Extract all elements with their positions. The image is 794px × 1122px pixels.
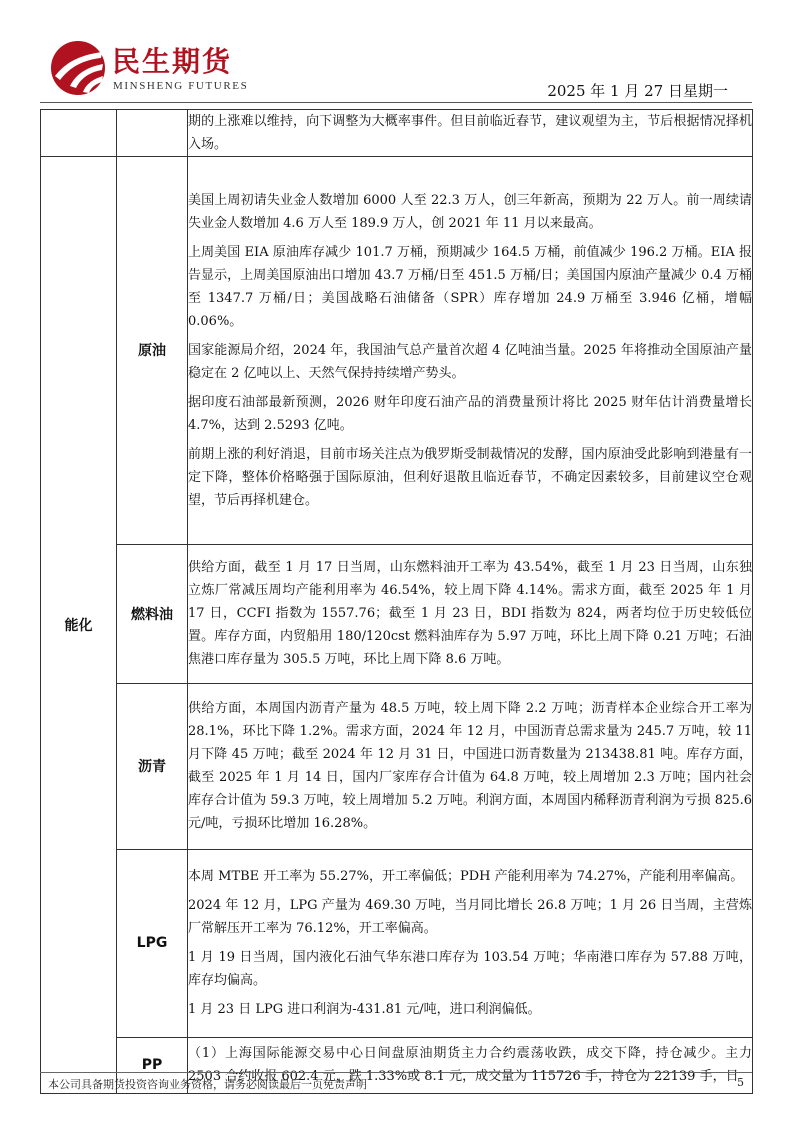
logo-english-text: MINSHENG FUTURES [113, 80, 249, 92]
logo-chinese-text: 民生期货 [112, 45, 233, 78]
product-label-fuel-oil: 燃料油 [117, 544, 188, 683]
asphalt-paragraph: 供给方面，本周国内沥青产量为 48.5 万吨，较上周下降 2.2 万吨；沥青样本企业综合开工率为 28.1%，环比下降 1.2%。需求方面，2024 年 12 月，中国沥青总需求量为 245.7 万吨，较 11 月下降 45 万吨；截至 2024 年 12 月 31 日，中国进口沥青数量为 213438.81 吨。库存方面，截至 2025 年 1 月 14 日，国内厂家库存合计值为 64.8 万吨，较上周增加 2.3 万吨；国内社会库存合计值为 59.3 万吨，较上周增加 5.2 万吨。利润方面，本周国内稀释沥青利润为亏损 825.6 元/吨，亏损环比增加 16.28%。 [188, 701, 752, 832]
section-label: 能化 [41, 157, 117, 1094]
footer-divider [40, 1072, 752, 1073]
empty-section-cell [41, 110, 117, 157]
product-label-lpg: LPG [117, 849, 188, 1037]
product-label-pp: PP [117, 1037, 188, 1093]
footer-disclaimer: 本公司具备期货投资咨询业务资格，请务必阅读最后一页免责声明 [48, 1078, 367, 1091]
fuel-oil-commentary-cell [188, 544, 753, 683]
crude-commentary-cell [188, 157, 753, 545]
lpg-paragraph: 1 月 23 日 LPG 进口利润为-431.81 元/吨，进口利润偏低。 [188, 1002, 541, 1018]
lpg-paragraph: 1 月 19 日当周，国内液化石油气华东港口库存为 103.54 万吨；华南港口库存为 57.88 万吨，库存均偏高。 [188, 950, 752, 989]
header-divider [40, 102, 752, 103]
table-row [41, 157, 753, 545]
lpg-commentary-cell [188, 849, 753, 1037]
asphalt-commentary-cell [188, 683, 753, 849]
report-date: 2025 年 1 月 27 日星期一 [547, 82, 728, 100]
empty-product-cell [117, 110, 188, 157]
pp-paragraph: （1）上海国际能源交易中心日间盘原油期货主力合约震荡收跌，成交下降，持仓减少。主力 2503 合约收报 602.4 元，跌 1.33%或 8.1 元，成交量为 115726 手，持仓为 22139 手，日 [188, 1046, 752, 1085]
table-row [41, 544, 753, 683]
crude-paragraph: 国家能源局介绍，2024 年，我国油气总产量首次超 4 亿吨油当量。2025 年将推动全国原油产量稳定在 2 亿吨以上、天然气保持持续增产势头。 [188, 342, 752, 381]
table-row [41, 683, 753, 849]
crude-paragraph: 据印度石油部最新预测，2026 财年印度石油产品的消费量预计将比 2025 财年估计消费量增长 4.7%，达到 2.5293 亿吨。 [188, 394, 752, 433]
lpg-paragraph: 本周 MTBE 开工率为 55.27%，开工率偏低；PDH 产能利用率为 74.27%，产能利用率偏高。 [188, 869, 744, 885]
page-number: 5 [737, 1076, 744, 1089]
lpg-paragraph: 2024 年 12 月，LPG 产量为 469.30 万吨，当月同比增长 26.8 万吨；1 月 26 日当周，主营炼厂常解压开工率为 76.12%，开工率偏高。 [188, 898, 752, 937]
continued-paragraph: 期的上涨难以维持，向下调整为大概率事件。但目前临近春节，建议观望为主，节后根据情况择机入场。 [188, 114, 752, 152]
crude-paragraph: 上周美国 EIA 原油库存减少 101.7 万桶，预期减少 164.5 万桶，前值减少 196.2 万桶。EIA 报告显示，上周美国原油出口增加 43.7 万桶/日至 451.5 万桶/日；美国国内原油产量减少 0.4 万桶至 1347.7 万桶/日；美国战略石油储备（SPR）库存增加 24.9 万桶至 3.946 亿桶，增幅 0.06%。 [188, 244, 752, 329]
crude-paragraph: 前期上涨的利好消退，目前市场关注点为俄罗斯受制裁情况的发酵，国内原油受此影响到港量有一定下降，整体价格略强于国际原油，但利好退散且临近春节，不确定因素较多，目前建议空仓观望，节后再择机建仓。 [188, 446, 752, 508]
minsheng-logo-icon [50, 40, 106, 96]
crude-paragraph: 美国上周初请失业金人数增加 6000 人至 22.3 万人，创三年新高，预期为 22 万人。前一周续请失业金人数增加 4.6 万人至 189.9 万人，创 2021 年 11 月以来最高。 [188, 192, 752, 231]
product-label-asphalt: 沥青 [117, 683, 188, 849]
page-header [0, 0, 794, 104]
continued-commentary-cell [188, 110, 753, 157]
analysis-table [40, 109, 753, 1094]
table-row [41, 849, 753, 1037]
table-row [41, 110, 753, 157]
fuel-oil-paragraph: 供给方面，截至 1 月 17 日当周，山东燃料油开工率为 43.54%，截至 1 月 23 日当周，山东独立炼厂常减压周均产能利用率为 46.54%，较上周下降 4.14%。需求方面，截至 2025 年 1 月 17 日，CCFI 指数为 1557.76；截至 1 月 23 日，BDI 指数为 824，两者均位于历史较低位置。库存方面，内贸船用 180/120cst 燃料油库存为 5.97 万吨，环比上周下降 0.21 万吨；石油焦港口库存量为 305.5 万吨，环比上周下降 8.6 万吨。 [188, 560, 752, 668]
product-label-crude: 原油 [117, 157, 188, 545]
